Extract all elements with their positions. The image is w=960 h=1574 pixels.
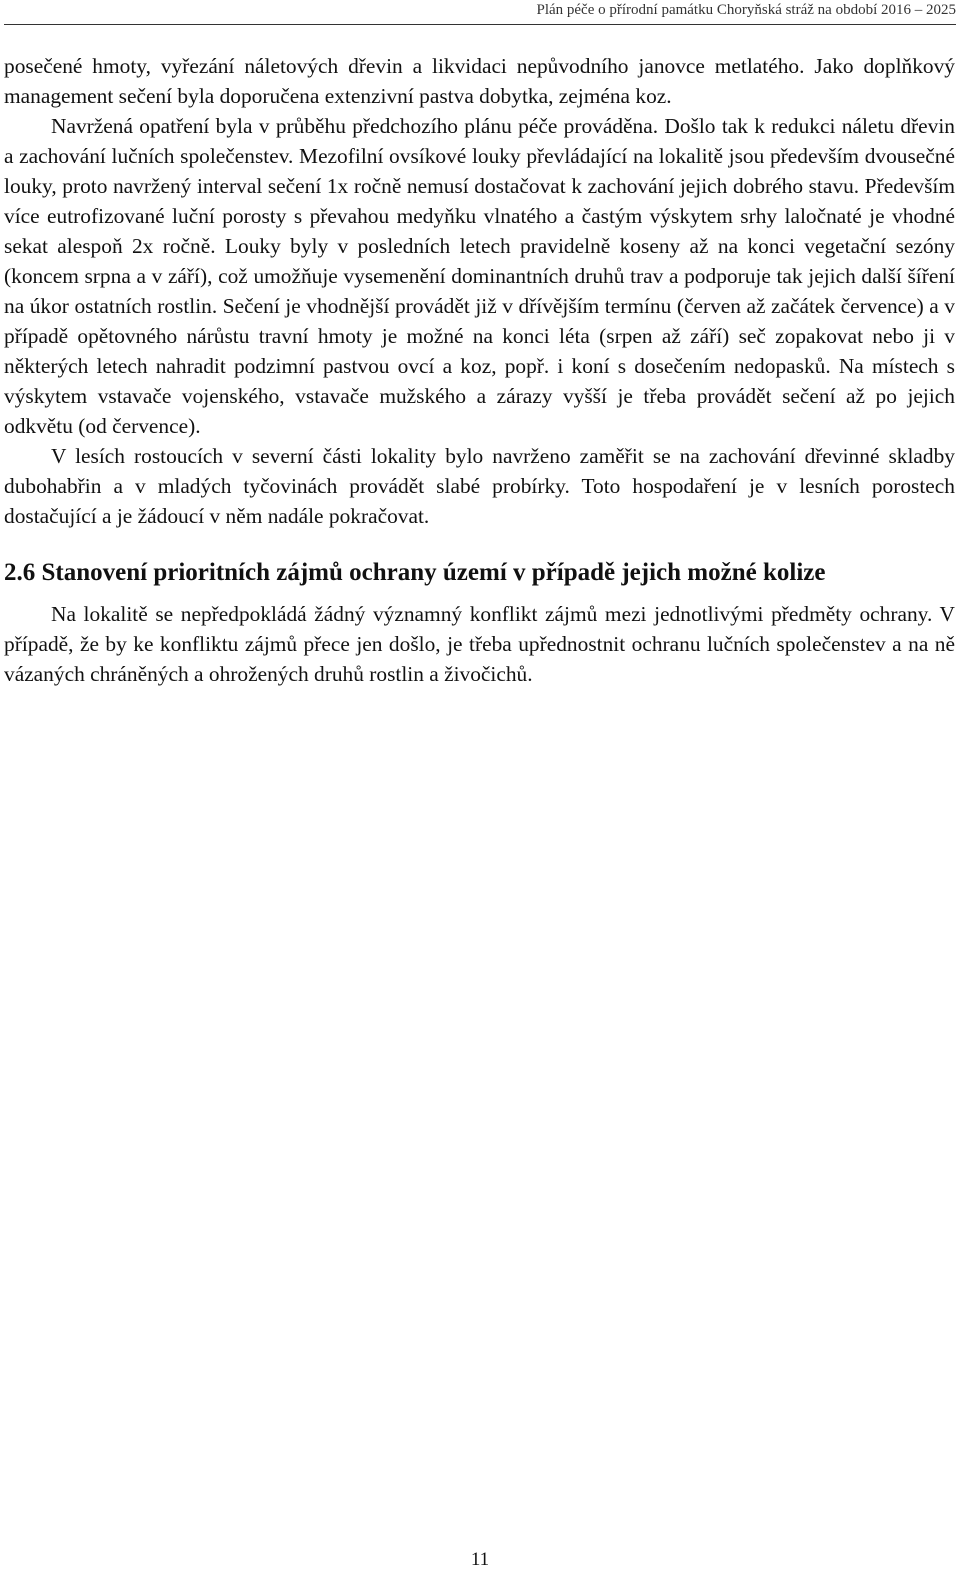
section-heading: 2.6 Stanovení prioritních zájmů ochrany území v případě jejich možné kolize (4, 559, 826, 586)
paragraph-forests: V lesích rostoucích v severní části lokality bylo navrženo zaměřit se na zachování dřevinné skladby dubohabřin a v mladých tyčovinách provádět slabé probírky. Toto hospodaření je v lesních porostech dostačující a je žádoucí v něm nadále pokračovat. (4, 444, 955, 528)
running-header: Plán péče o přírodní památku Choryňská stráž na období 2016 – 2025 (536, 2, 956, 18)
header-divider (4, 24, 956, 25)
document-body (4, 51, 955, 689)
paragraph-management: Navržená opatření byla v průběhu předchozího plánu péče prováděna. Došlo tak k redukci náletu dřevin a zachování lučních společenstev. Mezofilní ovsíkové louky převládající na lokalitě jsou především dvousečné louky, proto navržený interval sečení 1x ročně nemusí dostačovat k zachování jejich dobrého stavu. Především více eutrofizované luční porosty s převahou medyňku vlnatého a častým výskytem srhy laločnaté je vhodné sekat alespoň 2x ročně. Louky byly v posledních letech pravidelně koseny až na konci vegetační sezóny (koncem srpna a v září), což umožňuje vysemenění dominantních druhů trav a podporuje tak jejich další šíření na úkor ostatních rostlin. Sečení je vhodnější provádět již v dřívějším termínu (červen až začátek července) a v případě opětovného nárůstu travní hmoty je možné na konci léta (srpen až září) seč zopakovat nebo ji v některých letech nahradit podzimní pastvou ovcí a koz, popř. i koní s dosečením nedopasků. Na místech s výskytem vstavače vojenského, vstavače mužského a zárazy vyšší je třeba provádět sečení až po jejich odkvětu (od července). (4, 114, 955, 438)
paragraph-continuation: posečené hmoty, vyřezání náletových dřevin a likvidaci nepůvodního janovce metlatého. Jako doplňkový management sečení byla doporučena extenzivní pastva dobytka, zejména koz. (4, 54, 955, 108)
paragraph-priorities: Na lokalitě se nepředpokládá žádný významný konflikt zájmů mezi jednotlivými předměty ochrany. V případě, že by ke konfliktu zájmů přece jen došlo, je třeba upřednostnit ochranu lučních společenstev a na ně vázaných chráněných a ohrožených druhů rostlin a živočichů. (4, 602, 955, 686)
page-number: 11 (470, 1549, 490, 1570)
